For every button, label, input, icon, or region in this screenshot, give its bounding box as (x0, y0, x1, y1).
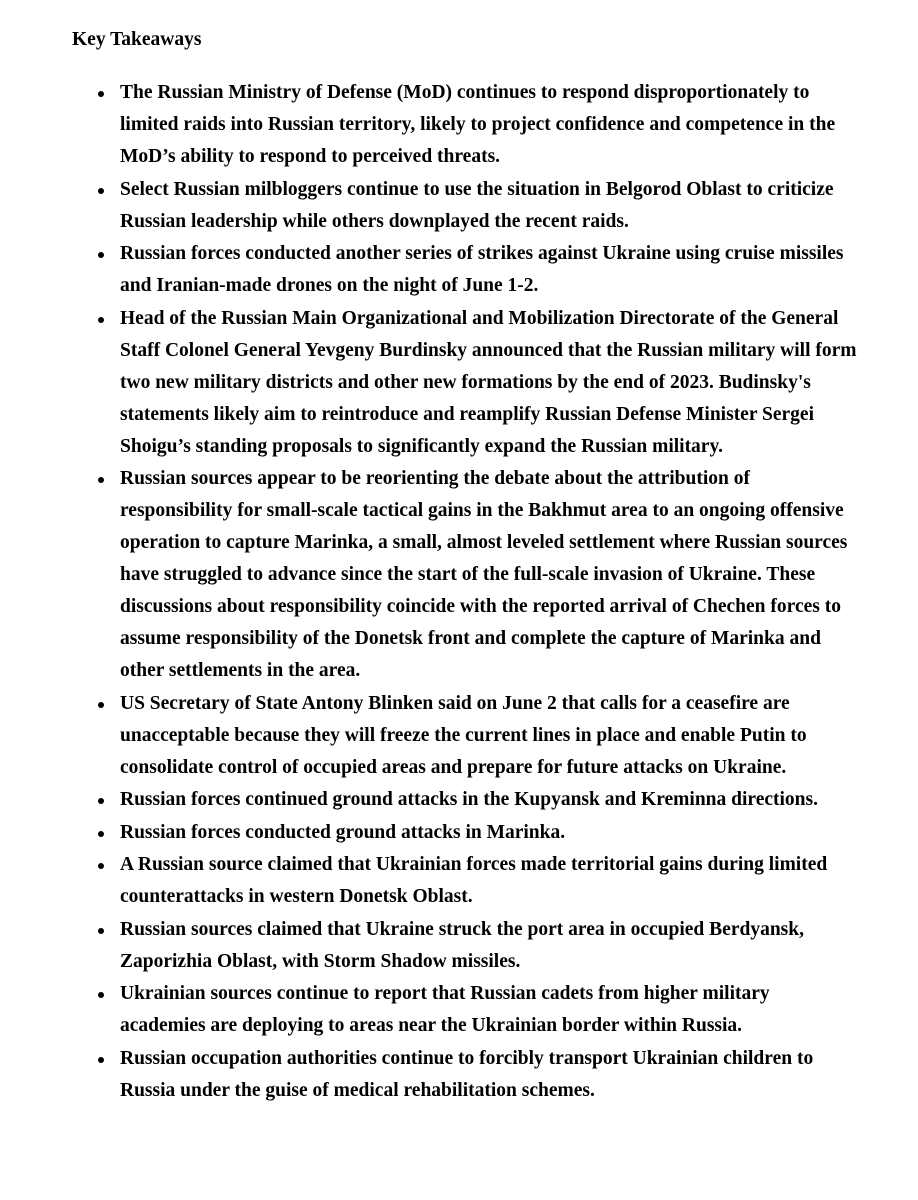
bullet-icon (98, 317, 104, 323)
takeaway-item (0, 463, 918, 687)
takeaway-item (0, 784, 918, 816)
takeaway-item (0, 914, 918, 978)
bullet-icon (98, 1057, 104, 1063)
takeaway-item (0, 1043, 918, 1107)
takeaway-text: Ukrainian sources continue to report that Russian cadets from higher military academies are deploying to areas near the Ukrainian border within Russia. (120, 983, 770, 1036)
takeaway-text: Russian sources appear to be reorienting the debate about the attribution of responsibility for small-scale tactical gains in the Bakhmut area to an ongoing offensive operation to capture Marinka, a small, almost leveled settlement where Russian sources have struggled to advance since the start of the full-scale invasion of Ukraine. These discussions about responsibility coincide with the reported arrival of Chechen forces to assume responsibility of the Donetsk front and complete the capture of Marinka and other settlements in the area. (120, 468, 848, 681)
bullet-icon (98, 188, 104, 194)
bullet-icon (98, 928, 104, 934)
takeaway-text: The Russian Ministry of Defense (MoD) continues to respond disproportionately to limited raids into Russian territory, likely to project confidence and competence in the MoD’s ability to respond to perceived threats. (120, 82, 836, 167)
takeaway-text: Russian occupation authorities continue to forcibly transport Ukrainian children to Russia under the guise of medical rehabilitation schemes. (120, 1047, 814, 1101)
key-takeaways-heading: Key Takeaways (72, 29, 202, 50)
takeaway-item (0, 174, 918, 238)
takeaway-item (0, 77, 918, 173)
bullet-icon (98, 992, 104, 998)
takeaway-item (0, 978, 918, 1042)
takeaway-item (0, 688, 918, 784)
takeaways-list (0, 77, 918, 1107)
bullet-icon (98, 702, 104, 708)
takeaway-text: Russian forces continued ground attacks in the Kupyansk and Kreminna directions. (120, 789, 818, 810)
takeaway-text: Russian forces conducted another series of strikes against Ukraine using cruise missiles and Iranian-made drones on the night of June 1-2. (120, 243, 844, 296)
takeaway-text: Russian forces conducted ground attacks in Marinka. (120, 821, 566, 843)
takeaway-item (0, 817, 918, 849)
takeaway-text: Russian sources claimed that Ukraine struck the port area in occupied Berdyansk, Zaporizhia Oblast, with Storm Shadow missiles. (120, 918, 804, 972)
bullet-icon (98, 798, 104, 804)
bullet-icon (98, 91, 104, 97)
bullet-icon (98, 477, 104, 483)
takeaway-text: Select Russian milbloggers continue to use the situation in Belgorod Oblast to criticize Russian leadership while others downplayed the recent raids. (120, 178, 834, 232)
takeaway-item (0, 238, 918, 302)
takeaway-text: A Russian source claimed that Ukrainian forces made territorial gains during limited counterattacks in western Donetsk Oblast. (120, 854, 828, 907)
takeaway-text: US Secretary of State Antony Blinken said on June 2 that calls for a ceasefire are unacceptable because they will freeze the current lines in place and enable Putin to consolidate control of occupied areas and prepare for future attacks on Ukraine. (120, 692, 807, 778)
bullet-icon (98, 863, 104, 869)
bullet-icon (98, 252, 104, 258)
bullet-icon (98, 831, 104, 837)
takeaway-text: Head of the Russian Main Organizational and Mobilization Directorate of the General Staff Colonel General Yevgeny Burdinsky announced that the Russian military will form two new military districts and other new formations by the end of 2023. Budinsky's statements likely aim to reintroduce and reamplify Russian Defense Minister Sergei Shoigu’s standing proposals to significantly expand the Russian military. (120, 307, 857, 457)
takeaway-item (0, 849, 918, 913)
takeaway-item (0, 303, 918, 463)
